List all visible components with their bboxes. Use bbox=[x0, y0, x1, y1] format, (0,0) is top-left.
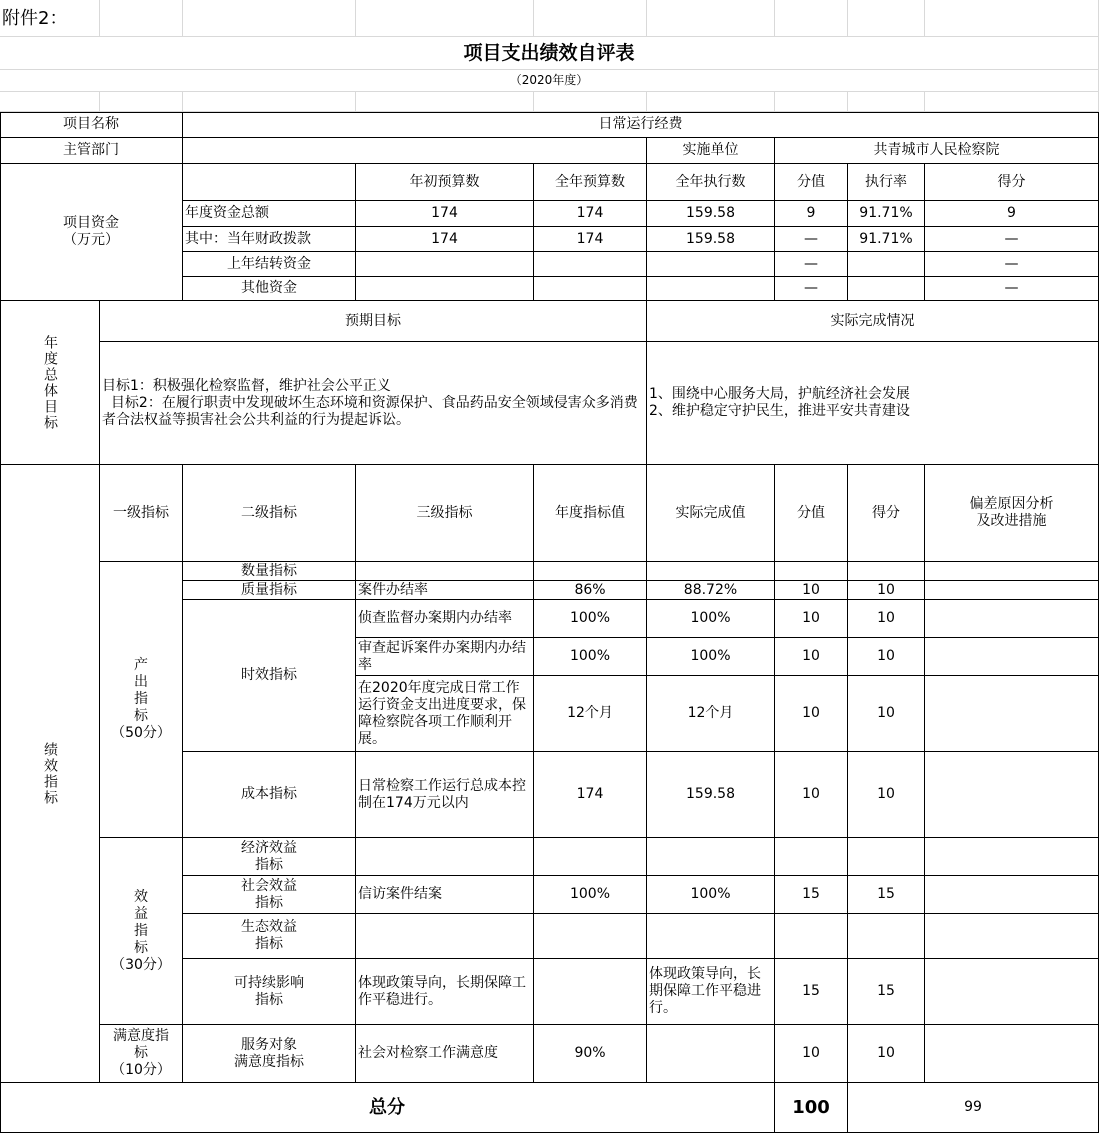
perf-cell: 体现政策导向，长期保障工作平稳进行。 bbox=[647, 959, 775, 1025]
funds-cell: — bbox=[775, 227, 848, 252]
perf-cell: 10 bbox=[775, 638, 848, 676]
grid-cell bbox=[534, 0, 647, 37]
funds-row-name: 其他资金 bbox=[183, 277, 356, 301]
grid-cell bbox=[775, 92, 848, 112]
funds-cell bbox=[534, 252, 647, 277]
dept-label: 主管部门 bbox=[0, 138, 183, 164]
actual-header: 实际完成情况 bbox=[647, 301, 1099, 342]
perf-cell: 侦查监督办案期内办结率 bbox=[356, 600, 534, 638]
expected-text: 目标1：积极强化检察监督，维护社会公平正义 目标2：在履行职责中发现破坏生态环境和资源保护、食品药品安全领域侵害众多消费者合法权益等损害社会公共利益的行为提起诉讼。 bbox=[100, 342, 647, 465]
perf-deviation bbox=[925, 1025, 1099, 1083]
funds-row-name: 年度资金总额 bbox=[183, 201, 356, 227]
perf-cell bbox=[356, 562, 534, 581]
perf-cell: 10 bbox=[775, 1025, 848, 1083]
funds-cell: 159.58 bbox=[647, 201, 775, 227]
perf-cell: 88.72% bbox=[647, 581, 775, 600]
perf-label: 绩效指标 bbox=[0, 465, 100, 1083]
perf-cell bbox=[647, 562, 775, 581]
funds-label: 项目资金 （万元） bbox=[0, 164, 183, 301]
funds-cell: 174 bbox=[534, 227, 647, 252]
perf-cell bbox=[647, 838, 775, 876]
funds-cell: — bbox=[775, 252, 848, 277]
perf-cell: 社会对检察工作满意度 bbox=[356, 1025, 534, 1083]
grid-cell bbox=[925, 0, 1099, 37]
perf-cell bbox=[534, 914, 647, 959]
perf-cell bbox=[356, 838, 534, 876]
perf-header: 年度指标值 bbox=[534, 465, 647, 562]
funds-cell: 174 bbox=[356, 227, 534, 252]
perf-cell: 体现政策导向，长期保障工作平稳进行。 bbox=[356, 959, 534, 1025]
perf-cell: 信访案件结案 bbox=[356, 876, 534, 914]
funds-cell: 174 bbox=[356, 201, 534, 227]
perf-cell: 100% bbox=[647, 638, 775, 676]
perf-deviation bbox=[925, 914, 1099, 959]
perf-cell: 159.58 bbox=[647, 752, 775, 838]
perf-level2: 成本指标 bbox=[183, 752, 356, 838]
funds-header: 执行率 bbox=[848, 164, 925, 201]
funds-cell: 159.58 bbox=[647, 227, 775, 252]
total-score: 99 bbox=[848, 1083, 1099, 1133]
perf-cell: 12个月 bbox=[534, 676, 647, 752]
perf-cell bbox=[848, 838, 925, 876]
funds-cell bbox=[356, 252, 534, 277]
perf-level2: 经济效益 指标 bbox=[183, 838, 356, 876]
perf-cell: 10 bbox=[848, 752, 925, 838]
expected-header: 预期目标 bbox=[100, 301, 647, 342]
perf-header: 偏差原因分析 及改进措施 bbox=[925, 465, 1099, 562]
perf-cell bbox=[647, 1025, 775, 1083]
funds-row-name: 其中：当年财政拨款 bbox=[183, 227, 356, 252]
satisfaction-label: 满意度指 标 （10分） bbox=[100, 1025, 183, 1083]
funds-cell: 9 bbox=[925, 201, 1099, 227]
funds-header: 全年执行数 bbox=[647, 164, 775, 201]
perf-cell: 100% bbox=[534, 600, 647, 638]
impl-unit-label: 实施单位 bbox=[647, 138, 775, 164]
perf-deviation bbox=[925, 876, 1099, 914]
perf-cell bbox=[775, 838, 848, 876]
perf-cell: 10 bbox=[848, 638, 925, 676]
funds-cell: 9 bbox=[775, 201, 848, 227]
perf-cell: 15 bbox=[848, 959, 925, 1025]
perf-header: 实际完成值 bbox=[647, 465, 775, 562]
grid-cell bbox=[356, 0, 534, 37]
funds-row-name: 上年结转资金 bbox=[183, 252, 356, 277]
perf-cell bbox=[647, 914, 775, 959]
perf-level2: 社会效益 指标 bbox=[183, 876, 356, 914]
perf-cell: 审查起诉案件办案期内办结率 bbox=[356, 638, 534, 676]
perf-cell: 日常检察工作运行总成本控制在174万元以内 bbox=[356, 752, 534, 838]
perf-header: 一级指标 bbox=[100, 465, 183, 562]
funds-cell bbox=[647, 277, 775, 301]
perf-cell bbox=[534, 562, 647, 581]
perf-header: 三级指标 bbox=[356, 465, 534, 562]
grid-cell bbox=[534, 92, 647, 112]
funds-cell: 91.71% bbox=[848, 227, 925, 252]
impl-unit-value: 共青城市人民检察院 bbox=[775, 138, 1099, 164]
grid-cell bbox=[848, 0, 925, 37]
funds-cell bbox=[848, 252, 925, 277]
perf-cell: 10 bbox=[775, 752, 848, 838]
perf-deviation bbox=[925, 638, 1099, 676]
perf-header: 分值 bbox=[775, 465, 848, 562]
grid-cell bbox=[647, 0, 775, 37]
perf-deviation bbox=[925, 581, 1099, 600]
grid-cell bbox=[775, 0, 848, 37]
perf-cell bbox=[775, 914, 848, 959]
perf-header: 得分 bbox=[848, 465, 925, 562]
perf-header: 二级指标 bbox=[183, 465, 356, 562]
dept-value bbox=[183, 138, 647, 164]
perf-cell: 在2020年度完成日常工作运行资金支出进度要求，保障检察院各项工作顺利开展。 bbox=[356, 676, 534, 752]
perf-cell: 15 bbox=[775, 876, 848, 914]
funds-cell bbox=[534, 277, 647, 301]
perf-cell: 15 bbox=[775, 959, 848, 1025]
perf-cell: 10 bbox=[775, 581, 848, 600]
actual-text: 1、围绕中心服务大局，护航经济社会发展 2、维护稳定守护民生，推进平安共青建设 bbox=[647, 342, 1099, 465]
page-title: 项目支出绩效自评表 bbox=[0, 37, 1099, 70]
perf-cell bbox=[534, 838, 647, 876]
year-label: （2020年度） bbox=[0, 70, 1099, 92]
perf-cell: 10 bbox=[848, 600, 925, 638]
total-value: 100 bbox=[775, 1083, 848, 1133]
perf-cell bbox=[848, 914, 925, 959]
funds-header-blank bbox=[183, 164, 356, 201]
funds-cell: — bbox=[925, 227, 1099, 252]
perf-cell: 10 bbox=[848, 581, 925, 600]
funds-cell: 174 bbox=[534, 201, 647, 227]
perf-cell bbox=[775, 562, 848, 581]
perf-deviation bbox=[925, 838, 1099, 876]
funds-header: 年初预算数 bbox=[356, 164, 534, 201]
perf-deviation bbox=[925, 676, 1099, 752]
funds-cell bbox=[848, 277, 925, 301]
perf-deviation bbox=[925, 752, 1099, 838]
project-name-value: 日常运行经费 bbox=[183, 112, 1099, 138]
funds-cell: — bbox=[925, 252, 1099, 277]
perf-cell: 100% bbox=[534, 876, 647, 914]
perf-level2: 数量指标 bbox=[183, 562, 356, 581]
perf-level2: 生态效益 指标 bbox=[183, 914, 356, 959]
perf-cell: 10 bbox=[775, 676, 848, 752]
funds-cell: — bbox=[925, 277, 1099, 301]
output-label: 产 出 指 标 （50分） bbox=[100, 562, 183, 838]
perf-level2: 可持续影响 指标 bbox=[183, 959, 356, 1025]
perf-deviation bbox=[925, 600, 1099, 638]
perf-cell: 10 bbox=[775, 600, 848, 638]
funds-cell bbox=[356, 277, 534, 301]
perf-cell: 174 bbox=[534, 752, 647, 838]
attachment-label: 附件2： bbox=[0, 0, 183, 37]
grid-cell bbox=[925, 92, 1099, 112]
perf-cell: 10 bbox=[848, 1025, 925, 1083]
grid-cell bbox=[100, 92, 183, 112]
perf-cell bbox=[534, 959, 647, 1025]
grid-cell bbox=[0, 92, 100, 112]
project-name-label: 项目名称 bbox=[0, 112, 183, 138]
perf-cell: 100% bbox=[534, 638, 647, 676]
perf-cell: 案件办结率 bbox=[356, 581, 534, 600]
goals-label: 年度总体目标 bbox=[0, 301, 100, 465]
funds-header: 得分 bbox=[925, 164, 1099, 201]
perf-level2: 质量指标 bbox=[183, 581, 356, 600]
perf-level2: 时效指标 bbox=[183, 600, 356, 752]
funds-header: 全年预算数 bbox=[534, 164, 647, 201]
grid-cell bbox=[848, 92, 925, 112]
perf-deviation bbox=[925, 959, 1099, 1025]
funds-header: 分值 bbox=[775, 164, 848, 201]
grid-cell bbox=[183, 0, 356, 37]
grid-cell bbox=[647, 92, 775, 112]
funds-cell: 91.71% bbox=[848, 201, 925, 227]
perf-cell: 100% bbox=[647, 600, 775, 638]
perf-cell bbox=[356, 914, 534, 959]
grid-cell bbox=[183, 92, 356, 112]
perf-cell: 15 bbox=[848, 876, 925, 914]
perf-cell: 10 bbox=[848, 676, 925, 752]
perf-cell bbox=[848, 562, 925, 581]
benefit-label: 效 益 指 标 （30分） bbox=[100, 838, 183, 1025]
perf-cell: 90% bbox=[534, 1025, 647, 1083]
grid-cell bbox=[356, 92, 534, 112]
perf-deviation bbox=[925, 562, 1099, 581]
perf-level2: 服务对象 满意度指标 bbox=[183, 1025, 356, 1083]
perf-cell: 12个月 bbox=[647, 676, 775, 752]
total-label: 总分 bbox=[0, 1083, 775, 1133]
funds-cell bbox=[647, 252, 775, 277]
perf-cell: 100% bbox=[647, 876, 775, 914]
funds-cell: — bbox=[775, 277, 848, 301]
perf-cell: 86% bbox=[534, 581, 647, 600]
